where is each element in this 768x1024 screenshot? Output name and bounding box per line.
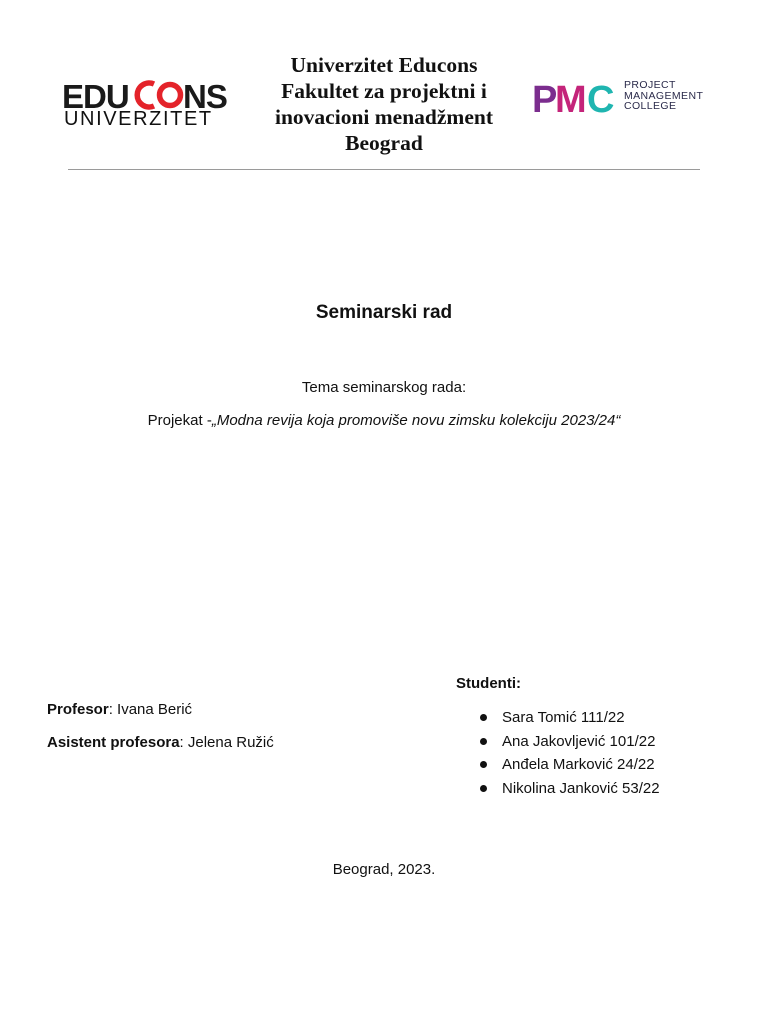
professor-label: Profesor bbox=[47, 701, 109, 718]
list-item bbox=[478, 755, 660, 779]
pmc-text-line: COLLEGE bbox=[624, 100, 677, 112]
topic-title: „Modna revija koja promoviše novu zimsku kolekciju 2023/24“ bbox=[211, 412, 621, 429]
educons-logo bbox=[62, 78, 244, 130]
student-name: Anđela Marković 24/22 bbox=[502, 756, 655, 773]
students-list bbox=[478, 708, 660, 802]
university-title bbox=[246, 52, 522, 156]
place-date: Beograd, 2023. bbox=[332, 861, 436, 878]
title-line: Fakultet za projektni i bbox=[281, 79, 487, 103]
bullet-icon bbox=[480, 785, 487, 792]
topic-line bbox=[0, 412, 768, 429]
topic-label: Tema seminarskog rada: bbox=[301, 379, 467, 396]
professor-line bbox=[47, 701, 192, 718]
student-name: Nikolina Janković 53/22 bbox=[502, 779, 660, 797]
svg-text:C: C bbox=[587, 79, 615, 116]
list-item bbox=[478, 732, 660, 756]
pmc-text-line: PROJECT bbox=[624, 79, 676, 91]
title-line: Univerzitet Educons bbox=[290, 53, 478, 77]
bullet-icon bbox=[480, 738, 487, 745]
educons-wordmark bbox=[62, 78, 244, 112]
title-line: Beograd bbox=[345, 131, 423, 155]
assistant-label: Asistent profesora bbox=[47, 734, 180, 751]
pmc-text-line: MANAGEMENT bbox=[624, 89, 704, 102]
pmc-mark-icon bbox=[532, 78, 618, 116]
student-name: Ana Jakovljević 101/22 bbox=[502, 732, 656, 750]
document-title: Seminarski rad bbox=[315, 302, 453, 323]
educons-logo-subtitle: UNIVERZITET bbox=[64, 108, 213, 130]
svg-text:M: M bbox=[555, 79, 587, 116]
assistant-name: : Jelena Ružić bbox=[179, 734, 274, 751]
header-divider bbox=[68, 169, 700, 170]
svg-text:EDU: EDU bbox=[62, 78, 129, 112]
bullet-icon bbox=[480, 761, 487, 768]
bullet-icon bbox=[480, 714, 487, 721]
professor-name: : Ivana Berić bbox=[108, 701, 193, 718]
pmc-logo-text bbox=[624, 80, 703, 112]
topic-prefix: Projekat - bbox=[147, 412, 212, 429]
svg-text:NS: NS bbox=[183, 78, 227, 112]
list-item bbox=[478, 708, 660, 732]
title-line: inovacioni menadžment bbox=[275, 105, 493, 129]
student-name: Sara Tomić 111/22 bbox=[502, 709, 625, 726]
svg-text:P: P bbox=[532, 79, 558, 116]
students-heading: Studenti: bbox=[456, 675, 521, 692]
assistant-line bbox=[47, 734, 274, 751]
list-item bbox=[478, 779, 660, 803]
pmc-logo bbox=[532, 78, 722, 118]
